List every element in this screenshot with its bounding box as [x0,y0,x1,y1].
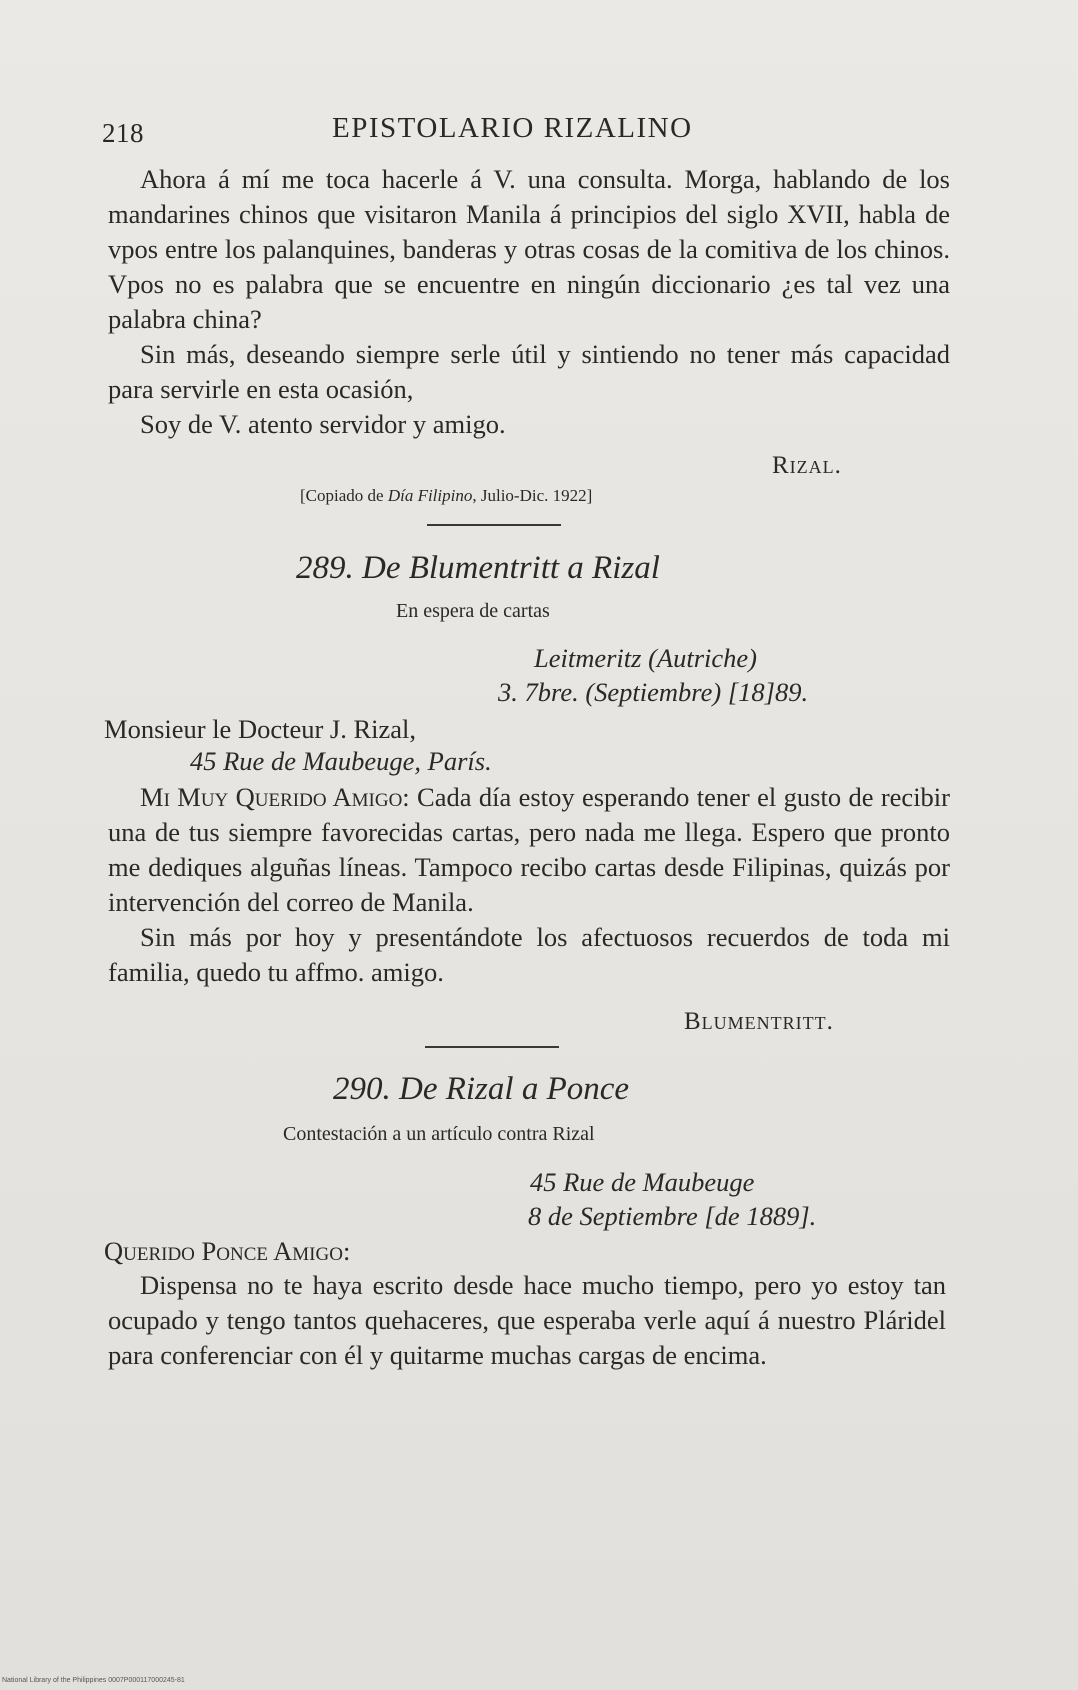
body-paragraph [108,780,950,920]
section-divider [427,524,561,526]
body-paragraph: Sin más, deseando siempre serle útil y sintiendo no tener más capacidad para servirle en esta ocasión, [108,339,950,404]
letter-289-body [108,780,950,990]
letter-290-heading: 290. De Rizal a Ponce [333,1071,630,1107]
letter-289-heading: 289. De Blumentritt a Rizal [296,550,660,586]
letter-290-body [108,1268,946,1373]
body-paragraph: Dispensa no te haya escrito desde hace mucho tiempo, pero yo estoy tan ocupado y tengo tantos quehaceres, que esperaba verle aquí á nuestro Pláridel para conferenciar con él y quitarme muchas cargas de encima. [108,1270,946,1370]
letter-288-body [108,162,950,442]
source-prefix: [Copiado de [300,486,388,505]
letter-289-address: 45 Rue de Maubeuge, París. [190,746,492,776]
signature-blumentritt: Blumentritt. [684,1008,834,1035]
source-note [300,486,592,506]
section-divider [425,1046,559,1048]
closing-line: Soy de V. atento servidor y amigo. [140,409,506,439]
letter-290-salutation: Querido Ponce Amigo: [104,1236,351,1266]
letter-290-date: 8 de Septiembre [de 1889]. [528,1201,817,1231]
signature-rizal: Rizal. [772,452,842,479]
letter-290-place: 45 Rue de Maubeuge [530,1167,755,1197]
paragraph-text: Cada día estoy esperando tener el gusto de recibir una de tus siempre favorecidas cartas, pero nada me llega. Espero que pronto me dediques alguñas líneas. Tampoco recibo cartas desde Filipinas, quizás por intervención del correo de Manila. [108,782,950,917]
library-footer: National Library of the Philippines 0007P000117000245-81 [2,1677,185,1684]
letter-289-place: Leitmeritz (Autriche) [534,643,757,673]
letter-289-addressee: Monsieur le Docteur J. Rizal, [104,714,417,744]
running-title: EPISTOLARIO RIZALINO [332,112,693,144]
body-paragraph: Sin más por hoy y presentándote los afectuosos recuerdos de toda mi familia, quedo tu affmo. amigo. [108,922,950,987]
source-suffix: , Julio-Dic. 1922] [472,486,593,505]
salutation: Mi Muy Querido Amigo: [140,782,410,812]
source-title: Día Filipino [387,486,473,505]
letter-289-subheading: En espera de cartas [396,600,550,622]
letter-289-date: 3. 7bre. (Septiembre) [18]89. [498,677,809,707]
body-paragraph: Ahora á mí me toca hacerle á V. una consulta. Morga, hablando de los mandarines chinos que visitaron Manila á principios del siglo XVII, habla de vpos entre los palanquines, banderas y otras cosas de la comitiva de los chinos. Vpos no es palabra que se encuentre en ningún diccionario ¿es tal vez una palabra china? [108,164,950,334]
letter-290-subheading: Contestación a un artículo contra Rizal [283,1123,595,1145]
page-number: 218 [102,118,144,148]
